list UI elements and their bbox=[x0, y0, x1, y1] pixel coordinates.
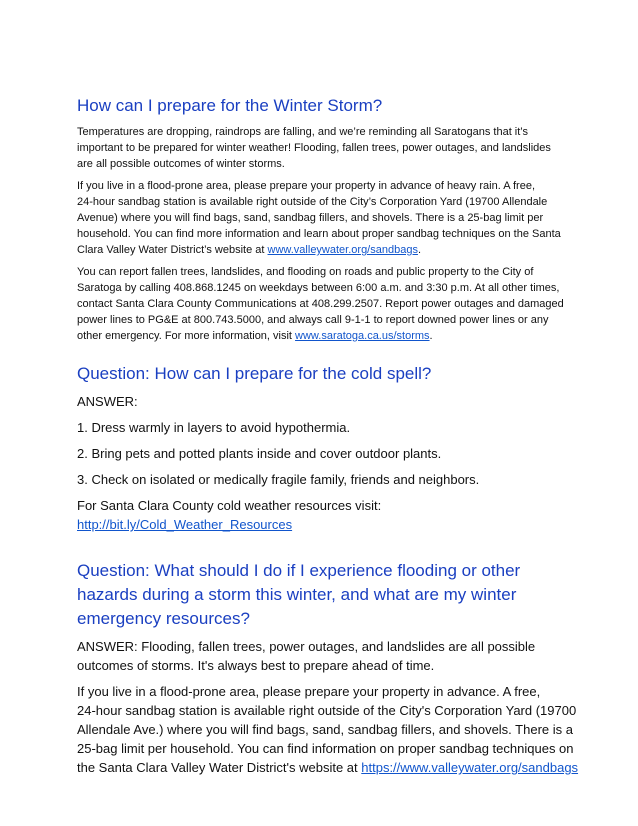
heading-line: emergency resources? bbox=[77, 609, 250, 628]
text-line: 24-hour sandbag station is available right outside of the City’s Corporation Yard (19700 Allendale bbox=[77, 196, 548, 208]
text-line bbox=[77, 328, 567, 344]
text-line: Allendale Ave.) where you will find bags, sand, sandbag fillers, and shovels. There is a bbox=[77, 722, 573, 737]
paragraph-cold-resources bbox=[77, 496, 567, 534]
paragraph-report-hazards bbox=[77, 264, 567, 344]
text-line: are all possible outcomes of winter storms. bbox=[77, 158, 285, 170]
list-item: 2. Bring pets and potted plants inside and cover outdoor plants. bbox=[77, 446, 442, 461]
text-line: ANSWER: Flooding, fallen trees, power outages, and landslides are all possible bbox=[77, 639, 536, 654]
heading-flooding-hazards bbox=[77, 559, 567, 631]
text-line: Temperatures are dropping, raindrops are falling, and we’re reminding all Saratogans that it’s bbox=[77, 126, 529, 138]
link-valleywater-https[interactable]: https://www.valleywater.org/sandbags bbox=[361, 760, 579, 775]
text-line: Avenue) where you will find bags, sand, sandbag fillers, and shovels. There is a 25-bag limit per bbox=[77, 212, 544, 224]
section-cold-spell bbox=[77, 362, 567, 534]
section-flooding-hazards bbox=[77, 559, 579, 777]
text-line: You can report fallen trees, landslides, and flooding on roads and public property to the City of bbox=[77, 266, 534, 278]
paragraph-intro bbox=[77, 124, 567, 172]
answer-label: ANSWER: bbox=[77, 394, 138, 409]
text-line: For Santa Clara County cold weather resources visit: bbox=[77, 498, 382, 513]
text-line: household. You can find more information and learn about proper sandbag techniques on the Santa bbox=[77, 228, 561, 240]
text-line: 25-bag limit per household. You can find information on proper sandbag techniques on bbox=[77, 741, 574, 756]
list-item: 3. Check on isolated or medically fragile family, friends and neighbors. bbox=[77, 472, 480, 487]
document-page bbox=[77, 96, 579, 784]
paragraph-sandbag-info bbox=[77, 682, 579, 777]
text-line bbox=[77, 758, 579, 777]
text-line: important to be prepared for winter weather! Flooding, fallen trees, power outages, and landslides bbox=[77, 142, 551, 154]
heading-line: hazards during a storm this winter, and what are my winter bbox=[77, 585, 517, 604]
text-line: If you live in a flood-prone area, please prepare your property in advance. A free, bbox=[77, 684, 541, 699]
heading-winter-storm: How can I prepare for the Winter Storm? bbox=[77, 96, 383, 115]
text-line: Saratoga by calling 408.868.1245 on weekdays between 6:00 a.m. and 3:30 p.m. At all other times, bbox=[77, 282, 560, 294]
list-item: 1. Dress warmly in layers to avoid hypothermia. bbox=[77, 420, 351, 435]
heading-cold-spell: Question: How can I prepare for the cold spell? bbox=[77, 364, 432, 383]
link-cold-weather-resources[interactable]: http://bit.ly/Cold_Weather_Resources bbox=[77, 517, 293, 532]
text-line: power lines to PG&E at 800.743.5000, and always call 9-1-1 to report downed power lines or any bbox=[77, 314, 549, 326]
paragraph-sandbag-station bbox=[77, 178, 567, 258]
text-line: outcomes of storms. It's always best to prepare ahead of time. bbox=[77, 658, 435, 673]
heading-line: Question: What should I do if I experience flooding or other bbox=[77, 561, 521, 580]
text-fragment: Clara Valley Water District’s website at bbox=[77, 244, 268, 256]
text-fragment: other emergency. For more information, visit bbox=[77, 330, 296, 342]
text-fragment: . bbox=[429, 330, 433, 342]
text-line: contact Santa Clara County Communications at 408.299.2507. Report power outages and damaged bbox=[77, 298, 564, 310]
paragraph-answer-flooding bbox=[77, 637, 567, 675]
text-fragment: the Santa Clara Valley Water District's website at bbox=[77, 760, 362, 775]
text-line bbox=[77, 242, 567, 258]
link-valleywater[interactable]: www.valleywater.org/sandbags bbox=[267, 244, 418, 256]
link-saratoga-storms[interactable]: www.saratoga.ca.us/storms bbox=[295, 330, 430, 342]
section-winter-storm bbox=[77, 96, 567, 344]
text-line: 24-hour sandbag station is available right outside of the City's Corporation Yard (19700 bbox=[77, 703, 577, 718]
text-fragment: . bbox=[417, 244, 422, 256]
text-line: If you live in a flood-prone area, please prepare your property in advance of heavy rain. A free, bbox=[77, 180, 535, 192]
